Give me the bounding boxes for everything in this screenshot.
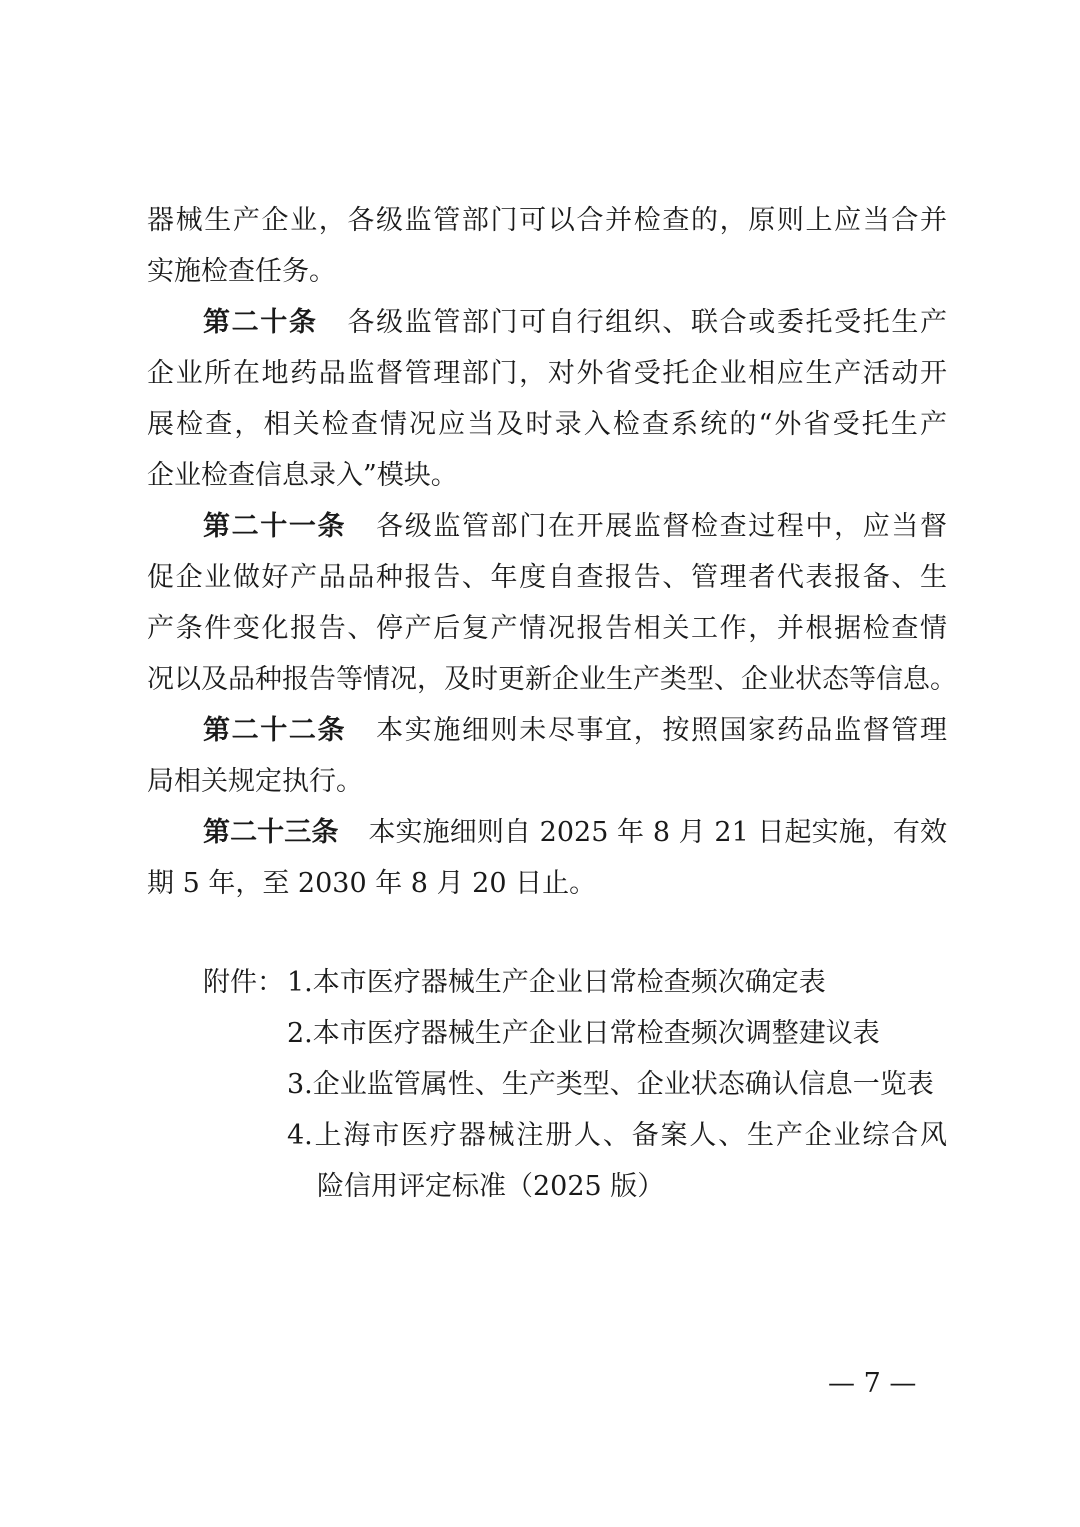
paragraph-line: 器械生产企业，各级监管部门可以合并检查的，原则上应当合并 xyxy=(147,205,947,236)
article-20-title: 第二十条 xyxy=(203,307,318,338)
paragraph-line: 期 5 年，至 2030 年 8 月 20 日止。 xyxy=(147,868,597,899)
article-22-title: 第二十二条 xyxy=(203,715,347,746)
article-23-text: 本实施细则自 2025 年 8 月 21 日起实施，有效 xyxy=(368,817,947,848)
article-22-text: 本实施细则未尽事宜，按照国家药品监督管理 xyxy=(376,715,947,746)
article-23-title: 第二十三条 xyxy=(203,817,339,848)
attachment-item-1: 1.本市医疗器械生产企业日常检查频次确定表 xyxy=(287,967,826,998)
attachment-item-3: 3.企业监管属性、生产类型、企业状态确认信息一览表 xyxy=(287,1069,934,1100)
article-20-text: 各级监管部门可自行组织、联合或委托受托生产 xyxy=(347,307,947,338)
paragraph-line: 局相关规定执行。 xyxy=(147,766,363,797)
article-20-line xyxy=(203,306,947,340)
attachment-item-2: 2.本市医疗器械生产企业日常检查频次调整建议表 xyxy=(287,1018,880,1049)
article-22-line xyxy=(203,714,947,748)
paragraph-line: 促企业做好产品品种报告、年度自查报告、管理者代表报备、生 xyxy=(147,562,947,593)
page-number: — 7 — xyxy=(828,1368,917,1399)
paragraph-line: 企业所在地药品监督管理部门，对外省受托企业相应生产活动开 xyxy=(147,358,947,389)
paragraph-line: 实施检查任务。 xyxy=(147,256,336,287)
article-21-line xyxy=(203,510,947,544)
attachment-item-4-continued: 险信用评定标准（2025 版） xyxy=(317,1171,665,1202)
attachment-item-4: 4.上海市医疗器械注册人、备案人、生产企业综合风 xyxy=(287,1120,947,1151)
paragraph-line: 况以及品种报告等情况，及时更新企业生产类型、企业状态等信息。 xyxy=(147,664,957,695)
paragraph-line: 产条件变化报告、停产后复产情况报告相关工作，并根据检查情 xyxy=(147,613,947,644)
paragraph-line: 企业检查信息录入”模块。 xyxy=(147,460,458,491)
article-21-text: 各级监管部门在开展监督检查过程中，应当督 xyxy=(376,511,947,542)
article-21-title: 第二十一条 xyxy=(203,511,347,542)
attachments-label: 附件： xyxy=(203,967,284,998)
paragraph-line: 展检查，相关检查情况应当及时录入检查系统的“外省受托生产 xyxy=(147,409,947,440)
article-23-line xyxy=(203,816,947,850)
